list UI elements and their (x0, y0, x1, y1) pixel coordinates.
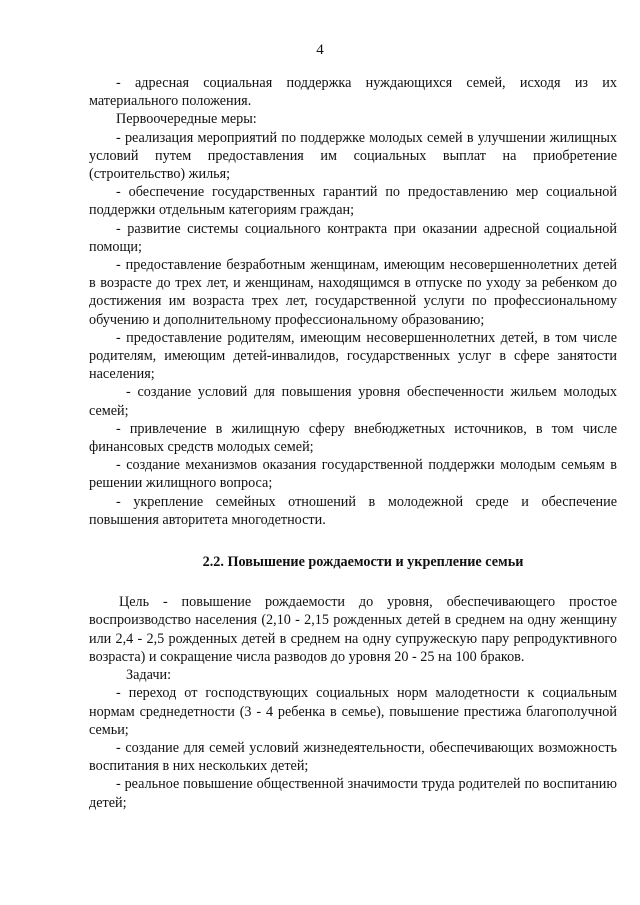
section-heading: 2.2. Повышение рождаемости и укрепление семьи (202, 554, 524, 571)
list-item: - создание для семей условий жизнедеятельности, обеспечивающих возможность воспитания в них нескольких детей; (89, 739, 617, 775)
list-item: - обеспечение государственных гарантий по предоставлению мер социальной поддержки отдельным категориям граждан; (89, 184, 617, 219)
goal-paragraph: Цель - повышение рождаемости до уровня, обеспечивающего простое воспроизводство населения (2,10 - 2,15 рожденных детей в среднем на одну женщину или 2,4 - 2,5 рожденных детей в среднем на одну супружескую пару репродуктивного возраста) и сокращение числа разводов до уровня 20 - 25 на 100 браков. (89, 594, 617, 665)
page-number: 4 (316, 42, 324, 58)
list-item: - привлечение в жилищную сферу внебюджетных источников, в том числе финансовых средств молодых семей; (89, 420, 617, 456)
list-item: - создание условий для повышения уровня обеспеченности жильем молодых семей; (89, 384, 617, 419)
paragraph: - адресная социальная поддержка нуждающихся семей, исходя из их материального положения. (89, 75, 617, 110)
list-item: - реализация мероприятий по поддержке молодых семей в улучшении жилищных условий путем предоставления им социальных выплат на приобретение (строительство) жилья; (89, 129, 617, 183)
list-item: - укрепление семейных отношений в молодежной среде и обеспечение повышения авторитета многодетности. (89, 493, 617, 528)
list-item: - переход от господствующих социальных норм малодетности к социальным нормам среднедетности (3 - 4 ребенка в семье), повышение престижа благополучной семьи; (89, 685, 617, 738)
list-item: - создание механизмов оказания государственной поддержки молодым семьям в решении жилищного вопроса; (89, 457, 617, 492)
document-body (89, 74, 617, 812)
list-item: - предоставление родителям, имеющим несовершеннолетних детей, в том числе родителям, имеющим детей-инвалидов, государственных услуг в сфере занятости населения; (89, 329, 617, 383)
list-item: - развитие системы социального контракта при оказании адресной социальной помощи; (89, 220, 617, 255)
list-item: - реальное повышение общественной значимости труда родителей по воспитанию детей; (89, 776, 617, 811)
list-item: - предоставление безработным женщинам, имеющим несовершеннолетних детей в возрасте до трех лет, и женщинам, находящимся в отпуске по уходу за ребенком до достижения им возраста трех лет, государственной услуги по профессиональному обучению и дополнительному профессиональному образованию; (89, 257, 617, 328)
paragraph: Первоочередные меры: (116, 111, 257, 128)
tasks-label: Задачи: (126, 667, 172, 684)
